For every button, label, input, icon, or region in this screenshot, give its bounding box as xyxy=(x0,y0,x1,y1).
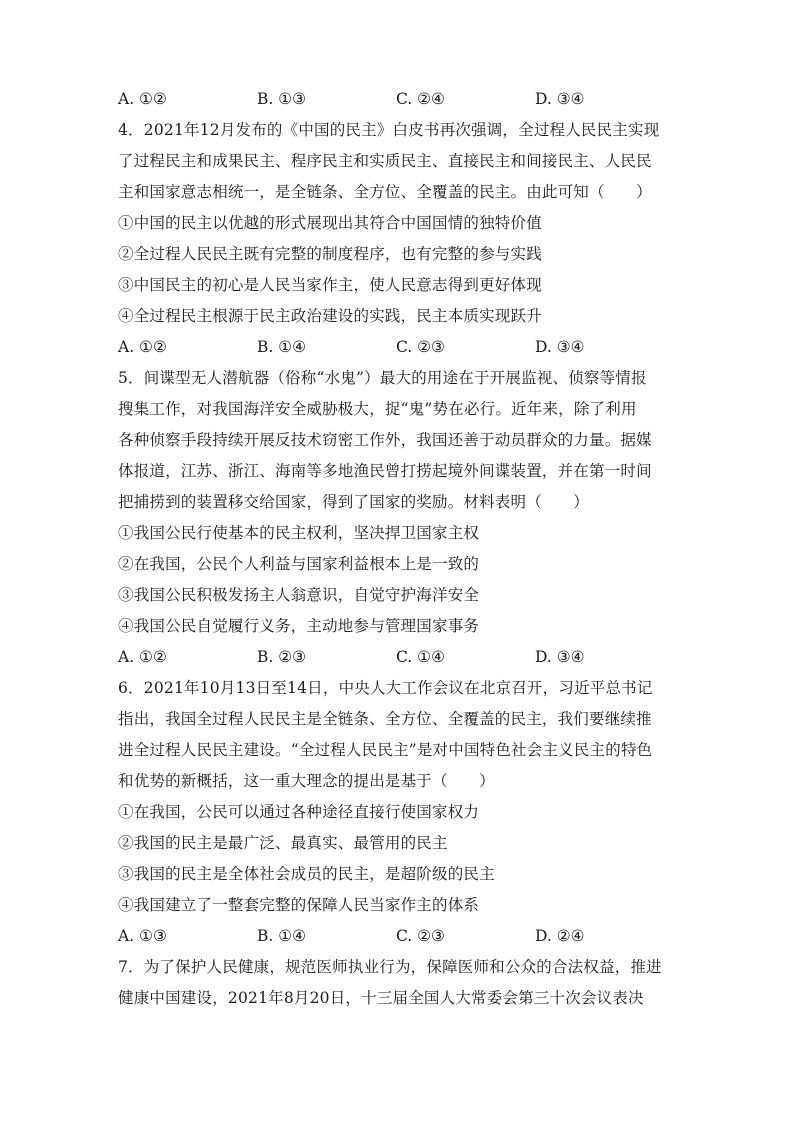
q6-option-b: B. ①④ xyxy=(257,927,307,945)
q5-option-b: B. ②③ xyxy=(257,648,307,666)
q6-statement-3: ③我国的民主是全体社会成员的民主，是超阶级的民主 xyxy=(118,865,495,883)
q4-statement-4: ④全过程民主根源于民主政治建设的实践，民主本质实现跃升 xyxy=(118,307,542,325)
q5-statement-1: ①我国公民行使基本的民主权利，坚决捍卫国家主权 xyxy=(118,524,480,542)
q6-options xyxy=(118,921,688,952)
q6-option-d: D. ②④ xyxy=(535,927,585,945)
q7-stem-line: 健康中国建设，2021年8月20日，十三届全国人大常委会第三十次会议表决 xyxy=(118,989,644,1007)
q5-stem-line: 各种侦察手段持续开展反技术窃密工作外，我国还善于动员群众的力量。据媒 xyxy=(118,431,652,449)
q5-option-a: A. ①② xyxy=(118,648,167,666)
q6-stem-line: 和优势的新概括，这一重大理念的提出是基于（ ） xyxy=(118,772,495,790)
q3-option-a: A. ①② xyxy=(118,90,167,108)
q4-option-c: C. ②③ xyxy=(396,338,445,356)
q5-stem-line: 把捕捞到的装置移交给国家，得到了国家的奖励。材料表明（ ） xyxy=(118,493,590,511)
q4-option-b: B. ①④ xyxy=(257,338,307,356)
question-6 xyxy=(118,673,688,952)
q5-stem-line: 体报道，江苏、浙江、海南等多地渔民曾打捞起境外间谍装置，并在第一时间 xyxy=(118,462,652,480)
q5-statement-3: ③我国公民积极发扬主人翁意识，自觉守护海洋安全 xyxy=(118,586,480,604)
q3-option-b: B. ①③ xyxy=(257,90,307,108)
q6-statement-2: ②我国的民主是最广泛、最真实、最管用的民主 xyxy=(118,834,448,852)
q4-option-d: D. ③④ xyxy=(535,338,585,356)
q7-stem-line: 7．为了保护人民健康，规范医师执业行为，保障医师和公众的合法权益，推进 xyxy=(118,958,662,976)
q4-statement-2: ②全过程人民民主既有完整的制度程序，也有完整的参与实践 xyxy=(118,245,542,263)
q3-option-c: C. ②④ xyxy=(396,90,445,108)
q3-option-d: D. ③④ xyxy=(535,90,585,108)
q5-option-d: D. ③④ xyxy=(535,648,585,666)
q5-stem-line: 搜集工作，对我国海洋安全威胁极大，捉“鬼”势在必行。近年来，除了利用 xyxy=(118,400,637,418)
q6-statement-1: ①在我国，公民可以通过各种途径直接行使国家权力 xyxy=(118,803,480,821)
q5-option-c: C. ①④ xyxy=(396,648,445,666)
q6-stem-line: 6．2021年10月13日至14日，中央人大工作会议在北京召开，习近平总书记 xyxy=(118,679,653,697)
q5-statement-2: ②在我国，公民个人利益与国家利益根本上是一致的 xyxy=(118,555,480,573)
q5-options xyxy=(118,642,688,673)
q4-option-a: A. ①② xyxy=(118,338,167,356)
q6-option-c: C. ②③ xyxy=(396,927,445,945)
q4-stem-line: 主和国家意志相统一，是全链条、全方位、全覆盖的民主。由此可知（ ） xyxy=(118,183,652,201)
q5-stem-line: 5．间谍型无人潜航器（俗称“水鬼”）最大的用途在于开展监视、侦察等情报 xyxy=(118,369,647,387)
question-4 xyxy=(118,115,688,363)
exam-content xyxy=(118,84,688,1014)
q3-options xyxy=(118,84,688,115)
q5-statement-4: ④我国公民自觉履行义务，主动地参与管理国家事务 xyxy=(118,617,480,635)
q4-stem-line: 4．2021年12月发布的《中国的民主》白皮书再次强调，全过程人民民主实现 xyxy=(118,121,660,139)
q4-statement-3: ③中国民主的初心是人民当家作主，使人民意志得到更好体现 xyxy=(118,276,542,294)
q6-option-a: A. ①③ xyxy=(118,927,167,945)
q6-stem-line: 进全过程人民民主建设。“全过程人民民主”是对中国特色社会主义民主的特色 xyxy=(118,741,653,759)
q6-stem-line: 指出，我国全过程人民民主是全链条、全方位、全覆盖的民主，我们要继续推 xyxy=(118,710,652,728)
q4-stem-line: 了过程民主和成果民主、程序民主和实质民主、直接民主和间接民主、人民民 xyxy=(118,152,652,170)
q4-statement-1: ①中国的民主以优越的形式展现出其符合中国国情的独特价值 xyxy=(118,214,542,232)
q4-options xyxy=(118,332,688,363)
question-5 xyxy=(118,363,688,673)
q6-statement-4: ④我国建立了一整套完整的保障人民当家作主的体系 xyxy=(118,896,480,914)
question-7 xyxy=(118,952,688,1014)
